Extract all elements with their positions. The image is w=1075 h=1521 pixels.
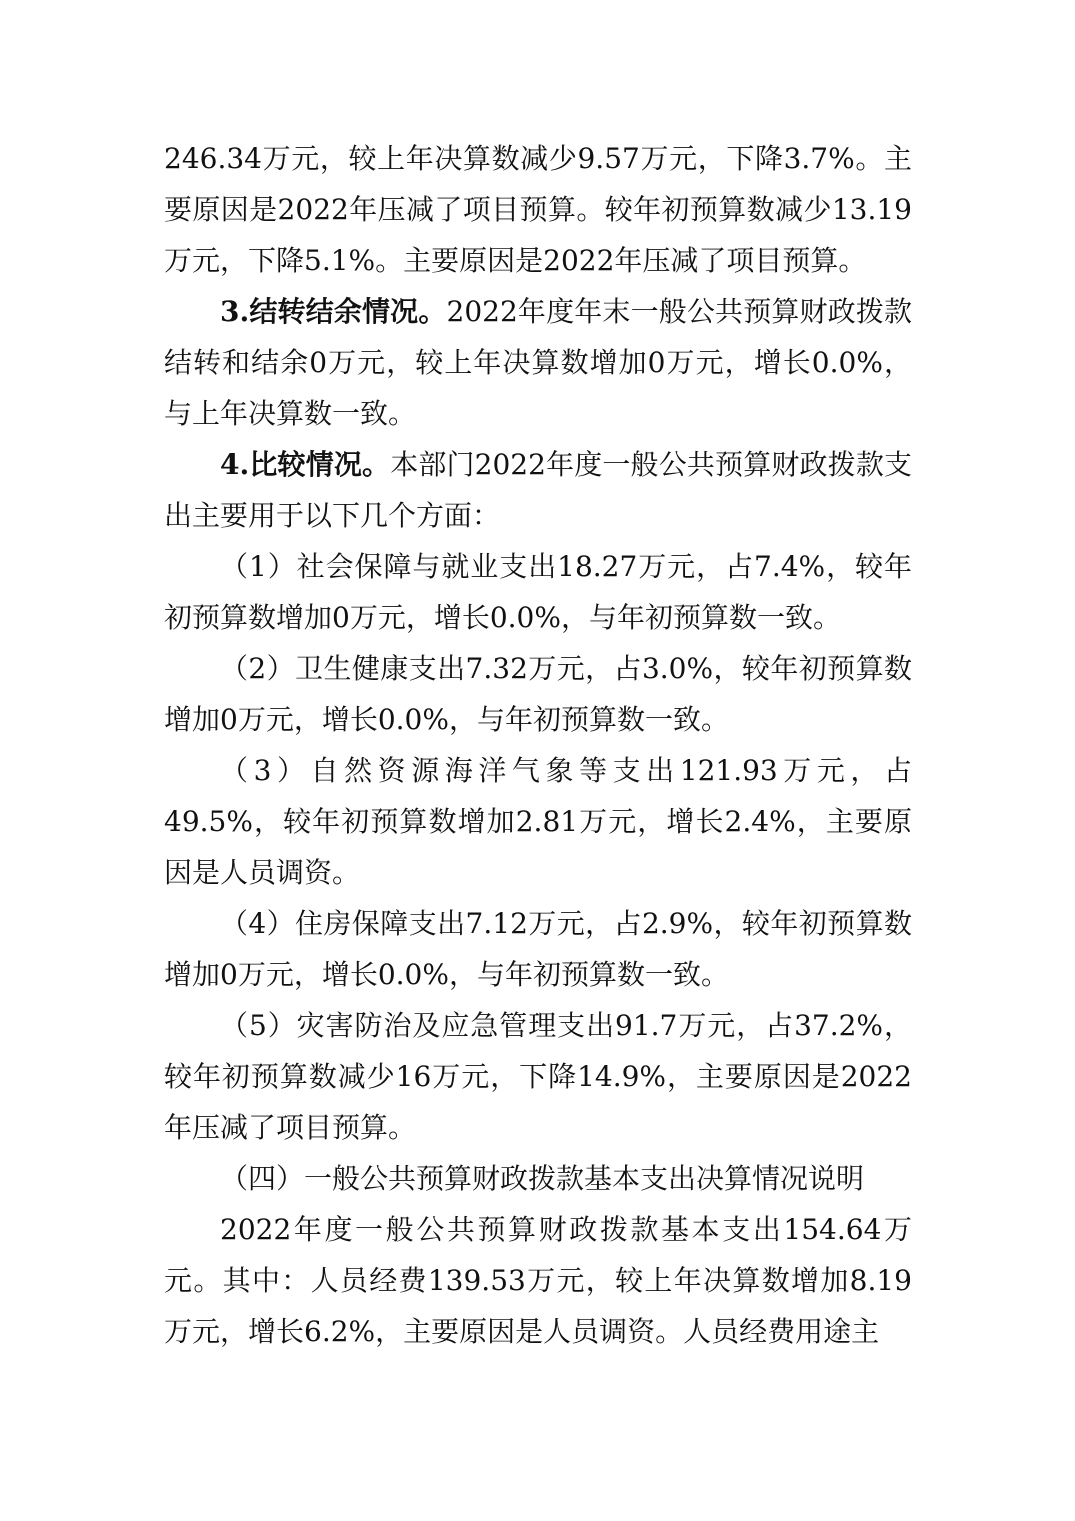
document-body bbox=[164, 133, 912, 1357]
paragraph-comparison bbox=[164, 439, 912, 541]
section-title-basic-expenditure: （四）一般公共预算财政拨款基本支出决算情况说明 bbox=[220, 1162, 865, 1195]
paragraph-carryover-text: 2022年度年末一般公共预算财政拨款结转和结余0万元，较上年决算数增加0万元，增长0.0%，与上年决算数一致。 bbox=[164, 295, 913, 430]
list-item-health: （2）卫生健康支出7.32万元，占3.0%，较年初预算数增加0万元，增长0.0%，与年初预算数一致。 bbox=[164, 652, 912, 736]
section-heading-comparison: 4.比较情况。 bbox=[220, 448, 391, 481]
paragraph-basic-expenditure: 2022年度一般公共预算财政拨款基本支出154.64万元。其中：人员经费139.53万元，较上年决算数增加8.19万元，增长6.2%，主要原因是人员调资。人员经费用途主 bbox=[164, 1213, 912, 1348]
paragraph-expenditure-change: 246.34万元，较上年决算数减少9.57万元，下降3.7%。主要原因是2022年压减了项目预算。较年初预算数减少13.19万元，下降5.1%。主要原因是2022年压减了项目预算。 bbox=[164, 142, 912, 277]
list-item-disaster-prevention: （5）灾害防治及应急管理支出91.7万元，占37.2%，较年初预算数减少16万元，下降14.9%，主要原因是2022年压减了项目预算。 bbox=[164, 1009, 912, 1144]
list-item-social-security: （1）社会保障与就业支出18.27万元，占7.4%，较年初预算数增加0万元，增长0.0%，与年初预算数一致。 bbox=[164, 550, 912, 634]
paragraph-comparison-text: 本部门2022年度一般公共预算财政拨款支出主要用于以下几个方面： bbox=[164, 448, 912, 532]
list-item-housing: （4）住房保障支出7.12万元，占2.9%，较年初预算数增加0万元，增长0.0%，与年初预算数一致。 bbox=[164, 907, 912, 991]
section-heading-carryover: 3.结转结余情况。 bbox=[220, 295, 447, 328]
paragraph-carryover-balance bbox=[164, 286, 912, 439]
list-item-natural-resources: （3）自然资源海洋气象等支出121.93万元，占49.5%，较年初预算数增加2.81万元，增长2.4%，主要原因是人员调资。 bbox=[164, 754, 912, 889]
